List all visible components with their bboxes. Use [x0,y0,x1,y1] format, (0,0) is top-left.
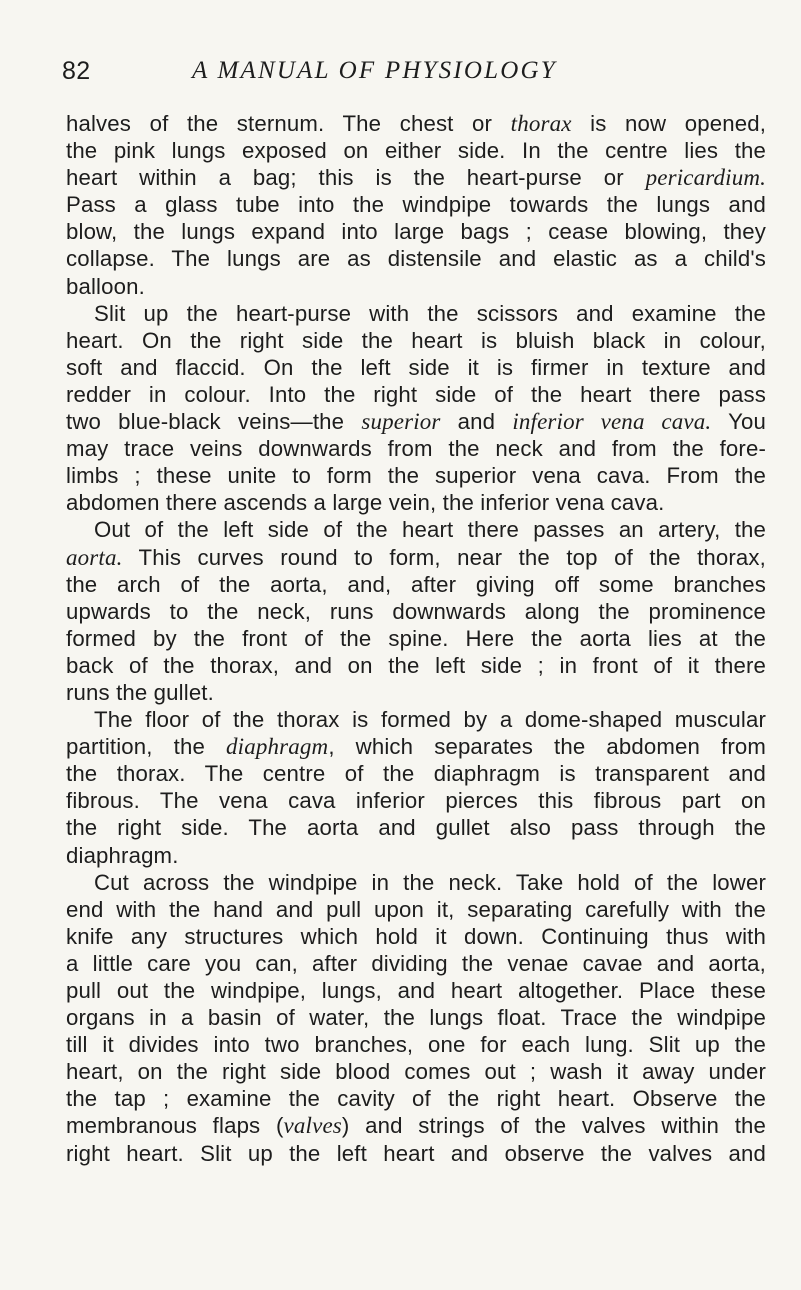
page-number: 82 [62,57,91,85]
text-segment: collapse. The lungs are as distensile and elastic as a child's [66,246,766,272]
text-segment: heart within a bag; this is the heart-purse or [66,165,646,191]
text-line [66,1031,766,1058]
text-line [66,544,766,571]
text-segment: redder in colour. Into the right side of the heart there pass [66,381,766,407]
text-line [66,245,766,272]
text-line [66,1112,766,1139]
text-segment: the tap ; examine the cavity of the right heart. Observe the [66,1086,766,1112]
text-segment: and [440,409,513,435]
text-segment: Cut across the windpipe in the neck. Take hold of the lower [94,869,766,895]
text-segment: till it divides into two branches, one for each lung. Slit up the [66,1032,766,1058]
text-segment: right heart. Slit up the left heart and observe the valves and [66,1140,766,1166]
text-segment: partition, the [66,734,226,760]
running-title: A MANUAL OF PHYSIOLOGY [192,57,557,84]
text-segment: two blue-black veins—the [66,409,362,435]
text-line [66,1004,766,1031]
text-segment: the arch of the aorta, and, after giving off some branches [66,571,766,597]
text-segment: is now opened, [571,111,767,136]
text-line [66,489,766,516]
text-segment: diaphragm. [66,842,179,868]
text-segment: the right side. The aorta and gullet also pass through the [66,815,766,841]
text-line [66,625,766,652]
text-line [66,787,766,814]
text-line [66,191,766,218]
text-segment: limbs ; these unite to form the superior vena cava. From the [66,463,766,489]
text-segment: organs in a basin of water, the lungs float. Trace the windpipe [66,1005,766,1031]
text-line [66,1085,766,1112]
text-segment: heart. On the right side the heart is bluish black in colour, [66,327,766,353]
text-line [66,760,766,787]
text-segment: a little care you can, after dividing the venae cavae and aorta, [66,950,766,976]
text-segment: runs the gullet. [66,679,214,705]
text-line [66,462,766,489]
text-segment: soft and flaccid. On the left side it is firmer in texture and [66,354,766,380]
text-line [66,1058,766,1085]
italic-term: pericardium. [645,165,766,191]
running-head [62,56,752,92]
text-segment: pull out the windpipe, lungs, and heart altogether. Place these [66,978,766,1003]
text-line [66,273,766,300]
text-line [66,896,766,923]
italic-term: aorta. [66,544,123,570]
text-segment: the pink lungs exposed on either side. In the centre lies the [66,138,766,164]
text-segment: abdomen there ascends a large vein, the inferior vena cava. [66,490,665,516]
text-line [66,137,766,164]
text-segment: upwards to the neck, runs downwards along the prominence [66,598,766,624]
text-line [66,435,766,462]
text-line [66,706,766,733]
text-segment: may trace veins downwards from the neck and from the fore- [66,436,766,462]
text-line [66,218,766,245]
italic-term: inferior vena cava. [512,409,712,435]
text-line [66,354,766,381]
text-line [66,381,766,408]
text-line [66,869,766,896]
text-segment: Slit up the heart-purse with the scissors and examine the [94,300,766,326]
text-line [66,110,766,137]
text-segment: blow, the lungs expand into large bags ; cease blowing, they [66,219,766,245]
text-segment: end with the hand and pull upon it, separating carefully with the [66,896,766,922]
text-segment: ) and strings of the valves within the [341,1113,766,1139]
text-segment: , which separates the abdomen from [328,734,766,760]
text-segment: back of the thorax, and on the left side ; in front of it there [66,652,766,678]
text-line [66,652,766,679]
text-segment: halves of the sternum. The chest or [66,111,511,136]
text-line [66,814,766,841]
text-line [66,679,766,706]
text-segment: Pass a glass tube into the windpipe towards the lungs and [66,192,766,218]
text-line [66,571,766,598]
text-line [66,408,766,435]
text-segment: Out of the left side of the heart there passes an artery, the [94,517,766,543]
text-segment: fibrous. The vena cava inferior pierces this fibrous part on [66,788,766,814]
italic-term: diaphragm [226,734,329,760]
text-line [66,950,766,977]
italic-term: valves [283,1113,342,1139]
text-line [66,977,766,1004]
text-segment: formed by the front of the spine. Here the aorta lies at the [66,625,766,651]
text-line [66,164,766,191]
text-segment: This curves round to form, near the top of the thorax, [122,544,766,570]
text-line [66,1140,766,1167]
text-line [66,516,766,543]
text-line [66,923,766,950]
body-text [66,110,766,1167]
text-line [66,327,766,354]
text-segment: membranous flaps ( [66,1113,284,1139]
italic-term: thorax [510,111,572,136]
text-segment: The floor of the thorax is formed by a dome-shaped muscular [94,707,766,733]
text-line [66,598,766,625]
text-line [66,842,766,869]
text-segment: the thorax. The centre of the diaphragm is transparent and [66,761,766,787]
italic-term: superior [361,409,441,435]
text-segment: heart, on the right side blood comes out ; wash it away under [66,1059,766,1085]
text-segment: knife any structures which hold it down. Continuing thus with [66,923,766,949]
text-line [66,733,766,760]
text-segment: You [711,409,766,435]
text-line [66,300,766,327]
text-segment: balloon. [66,273,145,299]
